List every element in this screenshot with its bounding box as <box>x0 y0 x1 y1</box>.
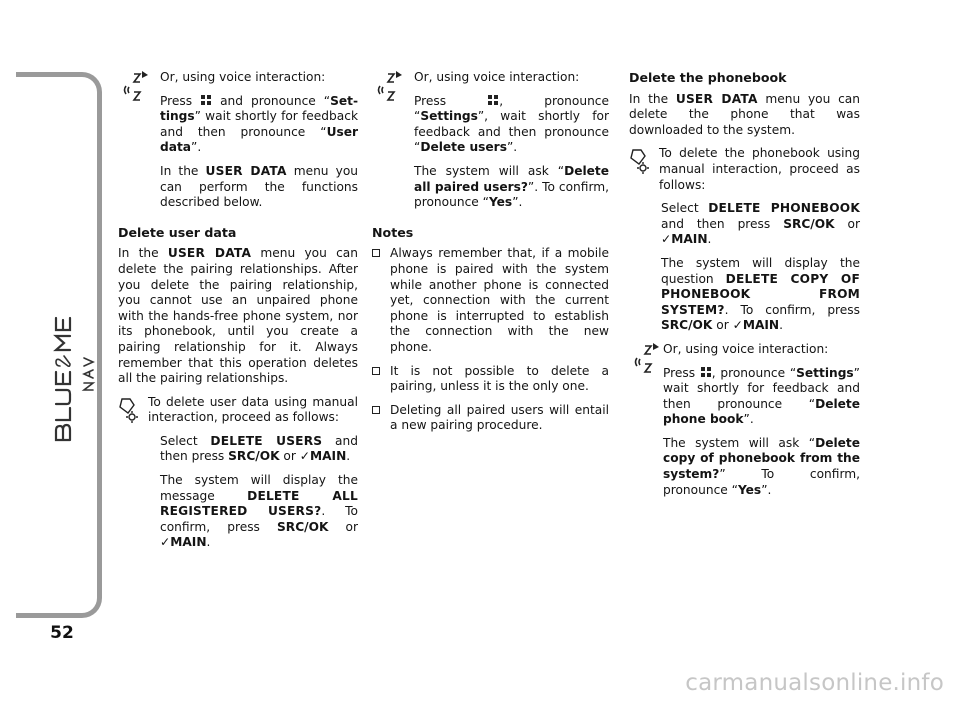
voice-interaction-icon <box>631 342 661 387</box>
manual-interaction-block <box>629 146 860 193</box>
note-item: Deleting all paired users will entail a new pairing procedure. <box>372 403 609 434</box>
manual-intro: To delete user data using manual interaction, proceed as follows: <box>148 394 358 425</box>
note-item: Always remember that, if a mobile phone is paired with the system while another phone is connected yet, connection with the current phone is interrupted to establish the connection with the new phone. <box>372 246 609 355</box>
delete-user-data-paragraph: In the USER DATA menu you can delete the pairing relationships. After you delete the pairing relationship, you cannot use an unpaired phone with the hands-free phone system, nor its phonebook, until you create a pairing relationship for it. Always remember that this operation deletes all the pairing relationships. <box>118 246 359 386</box>
checkbox-bullet-icon <box>372 406 380 414</box>
phone-button-icon <box>487 94 499 106</box>
voice-interaction-block <box>629 342 860 498</box>
note-item: It is not possible to delete a pairing, unless it is the only one. <box>372 364 609 395</box>
voice-intro: Or, using voice interaction: <box>414 70 580 84</box>
manual-interaction-icon <box>629 148 653 181</box>
main-button-label: ✓MAIN <box>299 449 347 464</box>
main-button-label: ✓MAIN <box>661 232 708 247</box>
column-1 <box>118 70 358 559</box>
section-heading-delete-user-data: Delete user data <box>118 224 237 240</box>
voice-instruction: Press , pronounce “Settings”, wait shortly for feedback and then pronounce “Delete users”. <box>414 93 609 155</box>
manual-steps <box>661 201 860 334</box>
voice-interaction-icon <box>374 70 404 115</box>
notes-heading: Notes <box>372 224 414 240</box>
confirm-message-step: The system will display the message DELETE ALL REGISTERED USERS?. To confirm, press SRC/OK or ✓MAIN. <box>160 473 358 550</box>
voice-confirm: The system will ask “Delete copy of phonebook from the system?” To confirm, pronounce “Yes”. <box>663 435 860 497</box>
manual-intro: To delete the phonebook using manual interaction, proceed as follows: <box>659 146 860 192</box>
column-3 <box>629 70 860 506</box>
page-number: 52 <box>50 623 74 643</box>
voice-instruction: Press and pronounce “Set-tings” wait shortly for feedback and then pronounce “User data”. <box>160 93 359 155</box>
voice-confirm: The system will ask “Delete all paired users?”. To confirm, pronounce “Yes”. <box>414 163 609 210</box>
section-heading-delete-phonebook: Delete the phonebook <box>629 70 787 85</box>
checkbox-bullet-icon <box>372 249 380 257</box>
blue-and-me-nav-logo <box>0 0 110 709</box>
delete-phonebook-paragraph: In the USER DATA menu you can delete the phone that was downloaded to the system. <box>629 91 861 137</box>
manual-interaction-block <box>118 395 358 426</box>
phone-button-icon <box>200 94 212 106</box>
confirm-question-step: The system will display the question DELETE COPY OF PHONEBOOK FROM SYSTEM?. To confirm, press SRC/OK or ✓MAIN. <box>661 255 860 333</box>
select-delete-users-step: Select DELETE USERS and then press SRC/OK or ✓MAIN. <box>160 433 358 464</box>
manual-steps <box>160 434 358 551</box>
voice-intro: Or, using voice interaction: <box>160 70 326 84</box>
user-data-menu-text: In the USER DATA menu you can perform the functions described below. <box>160 163 359 210</box>
phone-button-icon <box>700 366 712 378</box>
watermark: carmanualsonline.info <box>685 670 944 696</box>
voice-interaction-icon <box>120 70 150 115</box>
checkbox-bullet-icon <box>372 367 380 375</box>
select-delete-phonebook-step: Select DELETE PHONEBOOK and then press SRC/OK or ✓MAIN. <box>661 201 861 247</box>
voice-instruction: Press , pronounce “Settings” wait shortly for feedback and then pronounce “Delete phone book”. <box>663 365 860 427</box>
voice-interaction-block <box>118 70 358 211</box>
voice-intro: Or, using voice interaction: <box>663 341 829 356</box>
voice-interaction-block <box>372 70 609 211</box>
column-2 <box>372 70 609 442</box>
manual-interaction-icon <box>118 397 142 430</box>
